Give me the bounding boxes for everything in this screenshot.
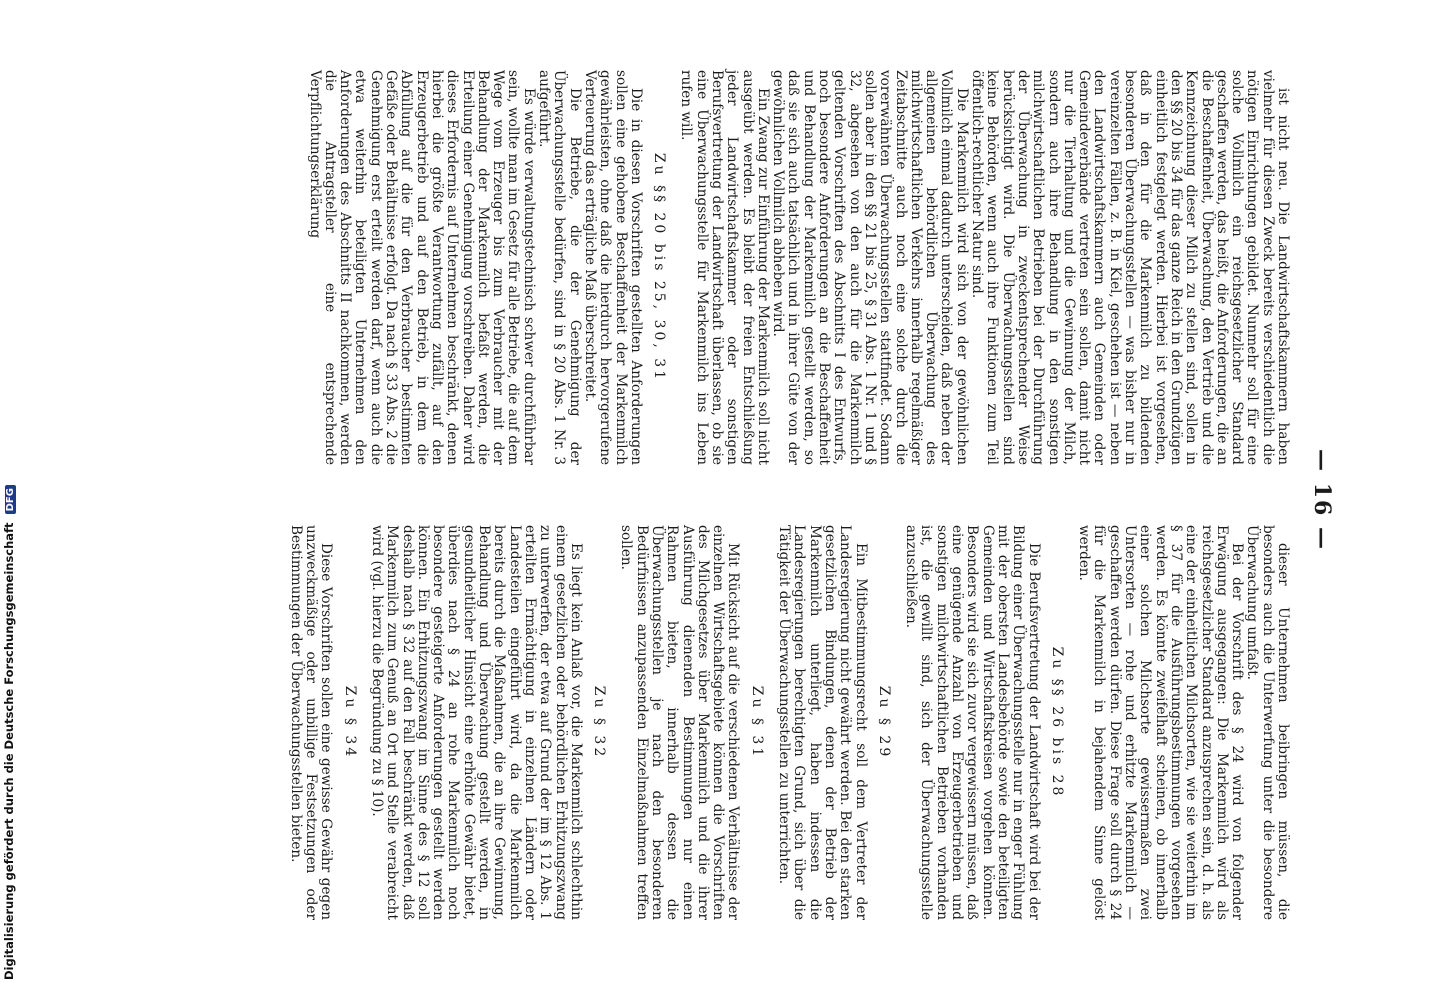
paragraph: Es liegt kein Anlaß vor, die Markenmilch schlechthin einem gesetzlichen oder behördlichen Erhitzungszwang zu unterwerfen, der etwa auf Grund der im § 12 Abs. 1 erteilten Ermächtigung in einzelnen Ländern oder Landesteilen eingeführt wird, da die Markenmilch bereits durch die Maßnahmen, die an ihre Gewinnung, Behandlung und Überwachung gestellt werden, in gesundheitlicher Hinsicht eine erhöhte Gewähr bietet, überdies nach § 24 an rohe Markenmilch noch besondere gesteigerte Anforderungen gestellt werden können. Ein Erhitzungszwang im Sinne des § 12 soll deshalb nach § 32 auf den Fall beschränkt werden, daß Markenmilch zum Genuß an Ort und Stelle verabreicht wird (vgl. hierzu die Begründung zu § 10). — [368, 525, 584, 920]
paragraph: Es würde verwaltungstechnisch schwer durchführbar sein, wollte man im Gesetz für alle Betriebe, die auf dem Wege vom Erzeuger bis zum Verbraucher mit der Behandlung der Markenmilch befaßt werden, die Erteilung einer Genehmigung vorschreiben. Daher wird dieses Erfordernis auf Unternehmen beschränkt, denen hierbei die größte Verantwortung zufällt, auf den Erzeugerbetrieb und auf den Betrieb, in dem die Abfüllung auf die für den Verbraucher bestimmten Gefäße oder Behältnisse erfolgt. Da nach § 33 Abs. 2 die Genehmigung erst erteilt werden darf, wenn auch die etwa weiterhin beteiligten Unternehmen den Anforderungen des Abschnitts II nachkommen, werden die Antragsteller eine entsprechende Verpflichtungserklärung — [306, 70, 537, 465]
paragraph: Die Berufsvertretung der Landwirtschaft wird bei der Bildung einer Überwachungsstelle nur in enger Fühlung mit der obersten Landesbehörde sowie den beteiligten Gemeinden und Wirtschaftskreisen vorgehen können. Besonders wird sie sich zuvor vergewissern müssen, daß eine genügende Anzahl von Erzeugerbetrieben und sonstigen milchwirtschaftlichen Betrieben vorhanden ist, die gewillt sind, sich der Überwachungsstelle anzuschließen. — [903, 525, 1042, 920]
right-text-column — [287, 525, 1290, 920]
paragraph: Die Markenmilch wird sich von der gewöhnlichen Vollmilch einmal dadurch unterscheiden, daß neben der allgemeinen behördlichen Überwachung des milchwirtschaftlichen Verkehrs innerhalb regelmäßiger Zeitabschnitte auch noch eine solche durch die vorerwähnten Überwachungsstellen stattfindet. Sodann sollen aber in den §§ 21 bis 25, § 31 Abs. 1 Nr. 1 und § 32, abgesehen von den auch für die Markenmilch geltenden Vorschriften des Abschnitts I des Entwurfs, noch besondere Anforderungen an die Beschaffenheit und Behandlung der Markenmilch gestellt werden, so daß sie sich auch tatsächlich und in ihrer Güte von der gewöhnlichen Vollmilch abheben wird. — [770, 70, 970, 465]
rotated-page — [145, 70, 1335, 930]
paragraph: Ein Mitbestimmungsrecht soll dem Vertreter der Landesregierung nicht gewährt werden. Bei den starken gesetzlichen Bindungen, denen der Betrieb der Markenmilch unterliegt, haben indessen die Landesregierungen berechtigten Grund, sich über die Tätigkeit der Überwachungsstellen zu unterrichten. — [776, 525, 869, 920]
section-heading: Zu §§ 26 bis 28 — [1048, 646, 1065, 799]
section-heading: Zu §§ 20 bis 25, 30, 31 — [651, 152, 668, 383]
paragraph: Die Betriebe, die der Genehmigung der Überwachungsstelle bedürfen, sind in § 20 Abs. 1 Nr. 3 aufgeführt. — [536, 70, 583, 465]
section-heading: Zu § 32 — [591, 685, 608, 760]
paragraph: Diese Vorschriften sollen eine gewisse Gewähr gegen unzweckmäßige oder unbillige Festsetzungen oder Bestimmungen der Überwachungsstellen bieten. — [287, 525, 335, 920]
left-text-column — [306, 70, 1290, 465]
paragraph: ist nicht neu. Die Landwirtschaftskammern haben vielmehr für diesen Zweck bereits verschiedentlich die nötigen Einrichtungen gebildet. Nunmehr soll für eine solche Vollmilch ein reichsgesetzlicher Standard geschaffen werden, das heißt, die Anforderungen, die an die Beschaffenheit, Überwachung, den Vertrieb und die Kennzeichnung dieser Milch zu stellen sind, sollen in den §§ 20 bis 34 für das ganze Reich in den Grundzügen einheitlich festgelegt werden. Hierbei ist vorgesehen, daß in den für die Markenmilch zu bildenden besonderen Überwachungsstellen — was bisher nur in vereinzelten Fällen, z. B. in Kiel, geschehen ist — neben den Landwirtschaftskammern auch Gemeinden oder Gemeindeverbände vertreten sein sollen, damit nicht nur die Tierhaltung und die Gewinnung der Milch, sondern auch ihre Behandlung in den sonstigen milchwirtschaftlichen Betrieben bei der Durchführung der Überwachung in zweckentsprechender Weise berücksichtigt wird. Die Überwachungsstellen sind keine Behörden, wenn auch ihre Funktionen zum Teil öffentlich-rechtlicher Natur sind. — [969, 70, 1291, 465]
paragraph: Ein Zwang zur Einführung der Markenmilch soll nicht ausgeübt werden. Es bleibt der freien Entschließung jeder Landwirtschaftskammer oder sonstigen Berufsvertretung der Landwirtschaft überlassen, ob sie eine Überwachungsstelle für Markenmilch ins Leben rufen will. — [678, 70, 771, 465]
paragraph: Mit Rücksicht auf die verschiedenen Verhältnisse der einzelnen Wirtschaftsgebiete können die Vorschriften des Milchgesetzes über Markenmilch und die ihrer Ausführung dienenden Bestimmungen nur einen Rahmen bieten, innerhalb dessen die Überwachungsstellen je nach den besonderen Bedürfnissen anzupassenden Einzelmaßnahmen treffen sollen. — [618, 525, 742, 920]
digitization-credit — [2, 488, 18, 980]
section-heading: Zu § 29 — [875, 685, 892, 760]
page-number: — 16 — — [1309, 449, 1335, 551]
section-heading: Zu § 34 — [341, 685, 358, 760]
paragraph: Bei der Vorschrift des § 24 wird von folgender Erwägung ausgegangen: Die Markenmilch wird als reichsgesetzlicher Standard anzusprechen sein, d. h. als eine der einheitlichen Milchsorten, wie sie weiterhin im § 37 für die Ausführungsbestimmungen vorgesehen werden. Es könnte zweifelhaft scheinen, ob innerhalb einer solchen Milchsorte gewissermaßen zwei Untersorten — rohe und erhitzte Markenmilch — geschaffen werden dürfen. Diese Frage soll durch § 24 für die Markenmilch in bejahendem Sinne gelöst werden. — [1076, 525, 1246, 920]
credit-text: Digitalisierung gefördert durch die Deutsche Forschungsgemeinschaft — [2, 522, 16, 980]
section-heading: Zu § 31 — [748, 685, 765, 760]
dfg-logo: DFG — [5, 485, 16, 514]
paragraph: dieser Unternehmen beibringen müssen, die besonders auch die Unterwerfung unter die besondere Überwachung umfaßt. — [1244, 525, 1291, 920]
paragraph: Die in diesen Vorschriften gestellten Anforderungen sollen eine gehobene Beschaffenheit der Markenmilch gewährleisten, ohne daß die hierdurch hervorgerufene Verteuerung das erträgliche Maß überschreitet. — [581, 70, 644, 465]
